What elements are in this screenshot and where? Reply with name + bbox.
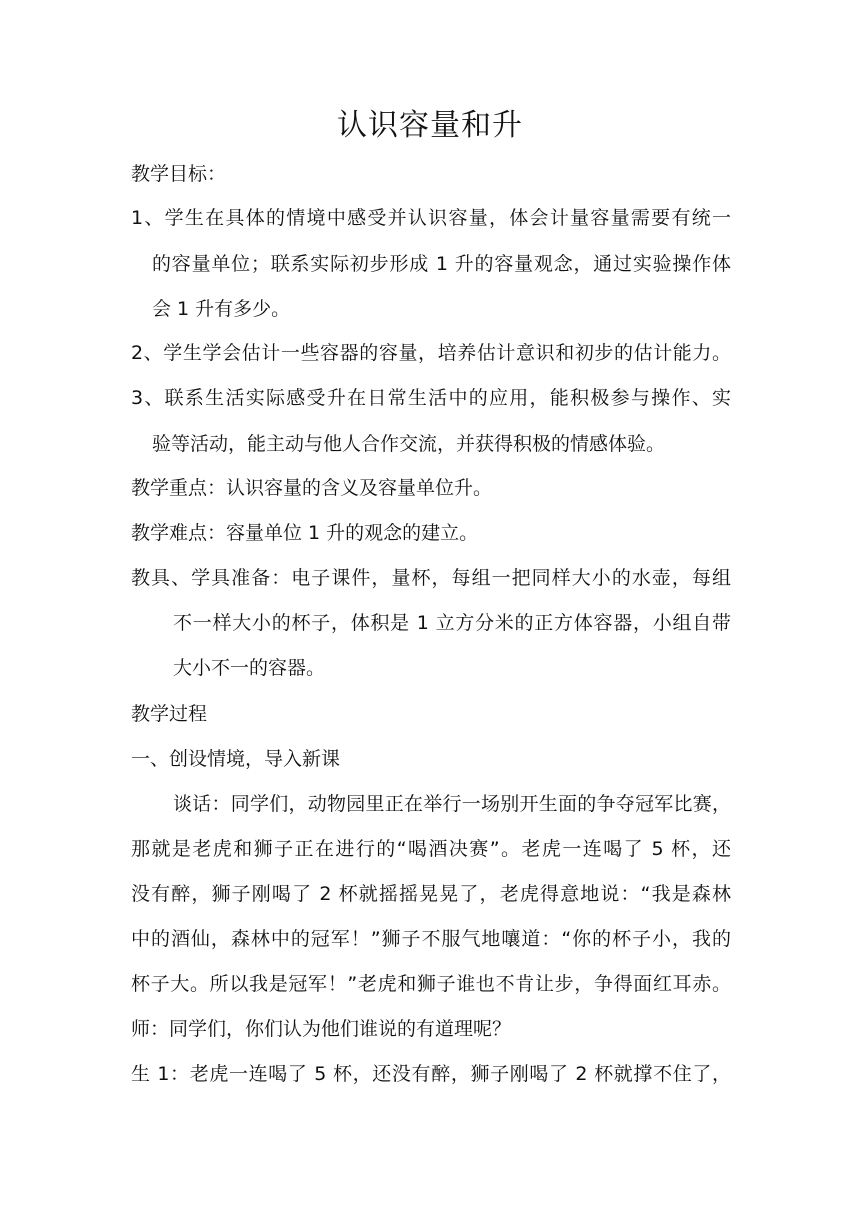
difficulty: 教学难点：容量单位 1 升的观念的建立。 [131, 522, 479, 544]
materials-line-1: 教具、学具准备：电子课件，量杯，每组一把同样大小的水壶，每组 [131, 567, 731, 589]
story-line-2: 那就是老虎和狮子正在进行的“喝酒决赛”。老虎一连喝了 5 杯，还 [131, 838, 731, 860]
teacher-question: 师：同学们，你们认为他们谁说的有道理呢？ [131, 1018, 512, 1040]
story-line-1: 谈话：同学们，动物园里正在举行一场别开生面的争夺冠军比赛， [173, 793, 731, 815]
objective-1-line-1: 1、学生在具体的情境中感受并认识容量，体会计量容量需要有统一 [131, 207, 731, 229]
student-1-answer: 生 1：老虎一连喝了 5 杯，还没有醉，狮子刚喝了 2 杯就撑不住了， [131, 1063, 731, 1085]
process-heading: 教学过程 [131, 703, 208, 725]
objectives-heading: 教学目标： [131, 163, 227, 185]
story-line-3: 没有醉，狮子刚喝了 2 杯就摇摇晃晃了，老虎得意地说：“我是森林 [131, 883, 731, 905]
objective-1-line-3: 会 1 升有多少。 [152, 298, 291, 320]
objective-3-line-2: 验等活动，能主动与他人合作交流，并获得积极的情感体验。 [152, 433, 666, 455]
section-1-heading: 一、创设情境，导入新课 [131, 748, 341, 770]
objective-1-line-2: 的容量单位；联系实际初步形成 1 升的容量观念，通过实验操作体 [152, 253, 731, 275]
story-line-5: 杯子大。所以我是冠军！”老虎和狮子谁也不肯让步，争得面红耳赤。 [131, 973, 731, 995]
objective-2-line-1: 2、学生学会估计一些容器的容量，培养估计意识和初步的估计能力。 [131, 342, 731, 364]
key-point: 教学重点：认识容量的含义及容量单位升。 [131, 477, 493, 499]
objective-3-line-1: 3、联系生活实际感受升在日常生活中的应用，能积极参与操作、实 [131, 387, 731, 409]
materials-line-2: 不一样大小的杯子，体积是 1 立方分米的正方体容器，小组自带 [173, 612, 731, 634]
story-line-4: 中的酒仙，森林中的冠军！”狮子不服气地嚷道：“你的杯子小，我的 [131, 928, 731, 950]
materials-line-3: 大小不一的容器。 [173, 657, 326, 679]
document-title: 认识容量和升 [337, 108, 523, 143]
